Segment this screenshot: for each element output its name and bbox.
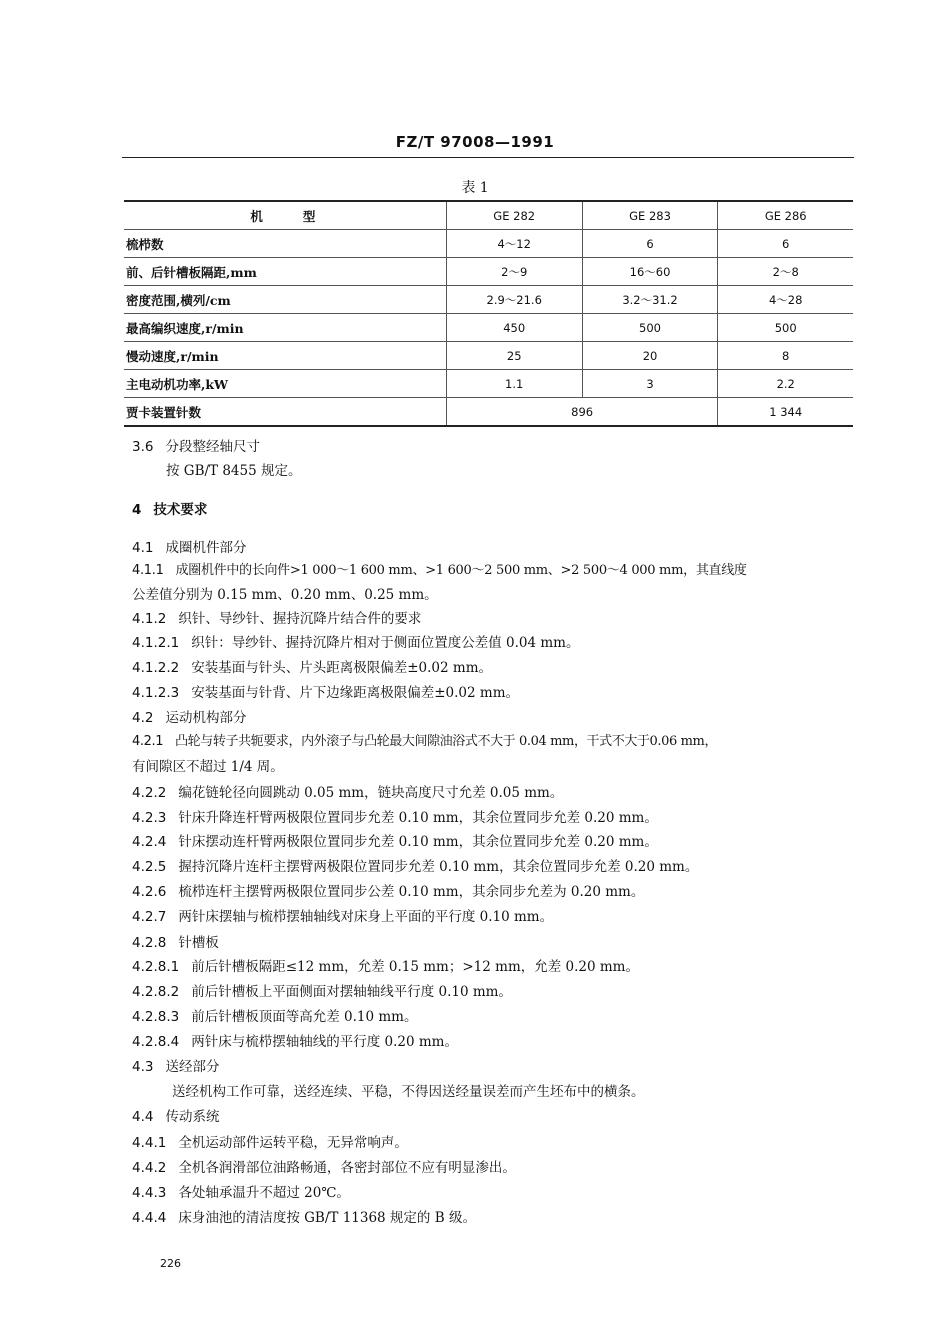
cell: 500 xyxy=(718,314,853,342)
table-row xyxy=(124,230,853,258)
section-heading: 3.6 分段整经轴尺寸 xyxy=(132,439,260,455)
row-label: 贾卡装置针数 xyxy=(124,398,446,427)
table-row xyxy=(124,398,853,427)
cell: 1 344 xyxy=(718,398,853,427)
section-heading: 4.3 送经部分 xyxy=(132,1059,220,1075)
clause-line: 4.2.7 两针床摆轴与梳栉摆轴轴线对床身上平面的平行度 0.10 mm。 xyxy=(132,909,554,925)
clause-line: 4.1.2.1 织针：导纱针、握持沉降片相对于侧面位置度公差值 0.04 mm。 xyxy=(132,635,580,651)
model-ge282: GE 282 xyxy=(446,201,582,230)
clause-line: 4.4.2 全机各润滑部位油路畅通，各密封部位不应有明显渗出。 xyxy=(132,1160,516,1176)
clause-line: 4.1.2.2 安装基面与针头、片头距离极限偏差±0.02 mm。 xyxy=(132,660,492,676)
table-header-row xyxy=(124,201,853,230)
clause-line: 4.2.8.4 两针床与梳栉摆轴轴线的平行度 0.20 mm。 xyxy=(132,1034,458,1050)
clause-line: 4.1.2 织针、导纱针、握持沉降片结合件的要求 xyxy=(132,611,422,627)
clause-line: 4.2.8 针槽板 xyxy=(132,935,219,951)
clause-line: 4.1.1 成圈机件中的长向件>1 000～1 600 mm、>1 600～2 500 mm、>2 500～4 000 mm，其直线度 xyxy=(132,563,747,578)
cell: 6 xyxy=(718,230,853,258)
clause-line: 4.2.4 针床摆动连杆臂两极限位置同步允差 0.10 mm，其余位置同步允差 0.20 mm。 xyxy=(132,834,658,850)
row-label: 慢动速度,r/min xyxy=(124,342,446,370)
clause-line: 4.2.6 梳栉连杆主摆臂两极限位置同步公差 0.10 mm，其余同步允差为 0.20 mm。 xyxy=(132,884,645,900)
table-row xyxy=(124,286,853,314)
cell: 2.9～21.6 xyxy=(446,286,582,314)
clause-line: 4.2.3 针床升降连杆臂两极限位置同步允差 0.10 mm，其余位置同步允差 0.20 mm。 xyxy=(132,810,658,826)
cell: 450 xyxy=(446,314,582,342)
row-label: 梳栉数 xyxy=(124,230,446,258)
standard-code-header: FZ/T 97008—1991 xyxy=(395,133,555,151)
page-number: 226 xyxy=(160,1257,181,1270)
cell: 6 xyxy=(582,230,718,258)
cell: 2～8 xyxy=(718,258,853,286)
cell: 8 xyxy=(718,342,853,370)
table-row xyxy=(124,314,853,342)
clause-line: 4.4.1 全机运动部件运转平稳，无异常响声。 xyxy=(132,1135,408,1151)
paragraph-line: 公差值分别为 0.15 mm、0.20 mm、0.25 mm。 xyxy=(132,587,438,603)
section-heading: 4.1 成圈机件部分 xyxy=(132,540,247,556)
row-label: 前、后针槽板隔距,mm xyxy=(124,258,446,286)
row-label: 主电动机功率,kW xyxy=(124,370,446,398)
cell: 3 xyxy=(582,370,718,398)
table-row xyxy=(124,258,853,286)
clause-line: 4.1.2.3 安装基面与针背、片下边缘距离极限偏差±0.02 mm。 xyxy=(132,685,519,701)
cell: 16～60 xyxy=(582,258,718,286)
clause-line: 4.2.1 凸轮与转子共轭要求，内外滚子与凸轮最大间隙油浴式不大于 0.04 mm，干式不大于0.06 mm， xyxy=(132,734,718,749)
paragraph-line: 送经机构工作可靠，送经连续、平稳，不得因送经量误差而产生坯布中的横条。 xyxy=(172,1084,645,1100)
spec-table xyxy=(124,200,853,427)
header-rule xyxy=(122,157,854,158)
clause-line: 4.4.3 各处轴承温升不超过 20℃。 xyxy=(132,1185,350,1201)
cell: 500 xyxy=(582,314,718,342)
clause-line: 4.4.4 床身油池的清洁度按 GB/T 11368 规定的 B 级。 xyxy=(132,1210,476,1226)
clause-line: 4.2.8.1 前后针槽板隔距≤12 mm，允差 0.15 mm；>12 mm，允差 0.20 mm。 xyxy=(132,959,639,975)
cell: 20 xyxy=(582,342,718,370)
paragraph-line: 有间隙区不超过 1/4 周。 xyxy=(132,759,284,775)
clause-line: 4.2.8.3 前后针槽板顶面等高允差 0.10 mm。 xyxy=(132,1009,418,1025)
cell: 3.2～31.2 xyxy=(582,286,718,314)
table-row xyxy=(124,342,853,370)
cell: 4～12 xyxy=(446,230,582,258)
clause-line: 4.2.8.2 前后针槽板上平面侧面对摆轴轴线平行度 0.10 mm。 xyxy=(132,984,512,1000)
row-label: 最高编织速度,r/min xyxy=(124,314,446,342)
clause-line: 4.2.5 握持沉降片连杆主摆臂两极限位置同步允差 0.10 mm，其余位置同步允差 0.20 mm。 xyxy=(132,859,699,875)
cell: 4～28 xyxy=(718,286,853,314)
cell: 2～9 xyxy=(446,258,582,286)
chapter-heading: 4 技术要求 xyxy=(132,502,208,518)
cell: 1.1 xyxy=(446,370,582,398)
section-heading: 4.2 运动机构部分 xyxy=(132,710,247,726)
merged-cell: 896 xyxy=(446,398,718,427)
section-heading: 4.4 传动系统 xyxy=(132,1109,220,1125)
table-title: 表 1 xyxy=(461,180,489,196)
model-ge286: GE 286 xyxy=(718,201,853,230)
paragraph-line: 按 GB/T 8455 规定。 xyxy=(166,463,302,479)
model-ge283: GE 283 xyxy=(582,201,718,230)
row-label: 密度范围,横列/cm xyxy=(124,286,446,314)
table-row xyxy=(124,370,853,398)
cell: 2.2 xyxy=(718,370,853,398)
cell: 25 xyxy=(446,342,582,370)
clause-line: 4.2.2 编花链轮径向圆跳动 0.05 mm，链块高度尺寸允差 0.05 mm。 xyxy=(132,785,564,801)
table-header-label: 机型 xyxy=(124,201,446,230)
